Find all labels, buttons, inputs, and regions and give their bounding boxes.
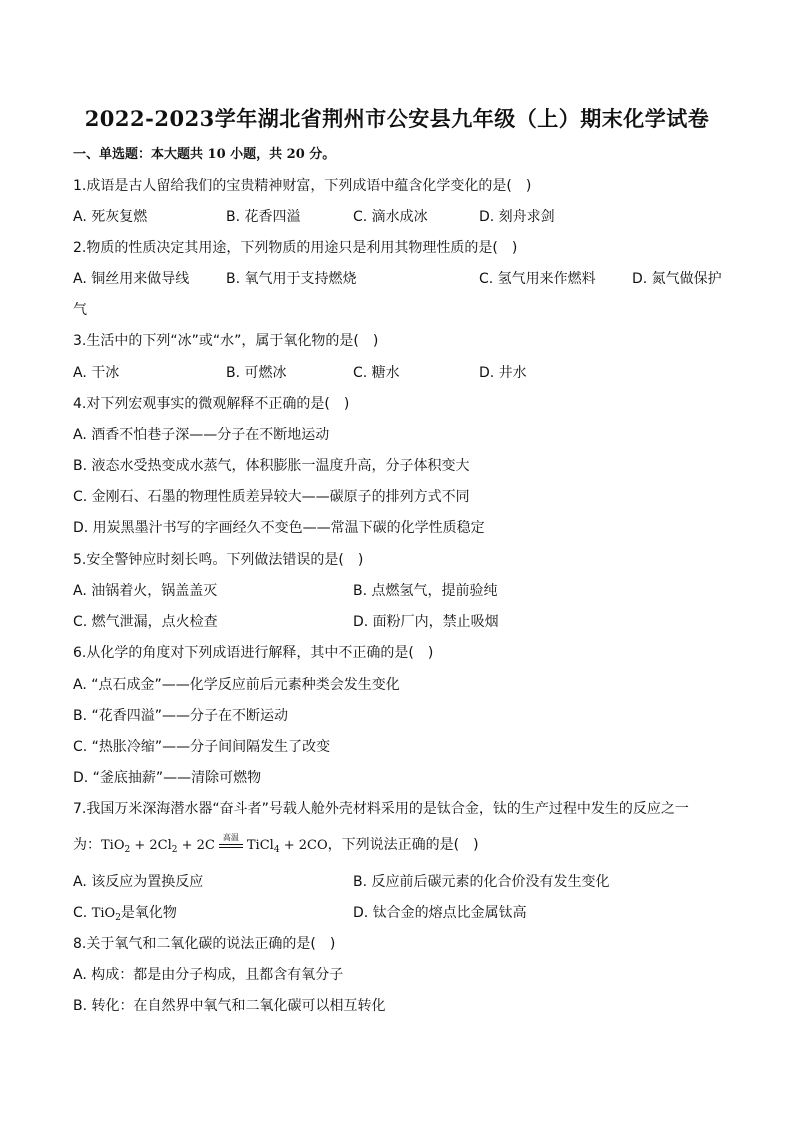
q5-option-b: B. 点燃氢气，提前验纯 [353,583,498,599]
question-3-stem: 3.生活中的下列“冰”或“水”，属于氧化物的是( ) [73,333,379,349]
q5-option-d: D. 面粉厂内，禁止吸烟 [353,614,499,630]
q6-option-c: C. “热胀冷缩”——分子间间隔发生了改变 [73,739,331,755]
q3-option-c: C. 糖水 [353,365,400,381]
q1-option-a: A. 死灰复燃 [73,209,148,225]
q3-option-b: B. 可燃冰 [226,365,287,381]
question-5-stem: 5.安全警钟应时刻长鸣。下列做法错误的是( ) [73,552,364,568]
reaction-condition: 高温 [218,837,244,851]
q7-option-c: C. TiO$_2$是氧化物 [73,905,177,923]
q5-option-c: C. 燃气泄漏，点火检查 [73,614,218,630]
q4-option-a: A. 酒香不怕巷子深——分子在不断地运动 [73,427,330,443]
q2-option-d: D. 氮气做保护 [632,271,722,287]
q7-option-b: B. 反应前后碳元素的化合价没有发生变化 [353,874,610,890]
q2-option-c: C. 氢气用来作燃料 [479,271,596,287]
q1-option-d: D. 刻舟求剑 [479,209,555,225]
question-6-stem: 6.从化学的角度对下列成语进行解释，其中不正确的是( ) [73,645,434,661]
question-4-stem: 4.对下列宏观事实的微观解释不正确的是( ) [73,396,350,412]
q4-option-b: B. 液态水受热变成水蒸气，体积膨胀一温度升高，分子体积变大 [73,458,470,474]
q2-option-a: A. 铜丝用来做导线 [73,271,190,287]
q6-option-d: D. “釜底抽薪”——清除可燃物 [73,770,262,786]
q1-option-c: C. 滴水成冰 [353,209,428,225]
q4-option-c: C. 金刚石、石墨的物理性质差异较大——碳原子的排列方式不同 [73,489,470,505]
q7-suffix: ，下列说法正确的是( ) [327,837,479,853]
chemical-equation: $TiO_2 + 2Cl_2 + 2C$ 高温 TiCl$_4$ + 2CO [101,833,328,855]
q6-option-a: A. “点石成金”——化学反应前后元素种类会发生变化 [73,677,400,693]
question-1-stem: 1.成语是古人留给我们的宝贵精神财富，下列成语中蕴含化学变化的是( ) [73,178,532,194]
q2-option-b: B. 氧气用于支持燃烧 [226,271,357,287]
question-7-stem-line1: 7.我国万米深海潜水器“奋斗者”号载人舱外壳材料采用的是钛合金，钛的生产过程中发生的反应之一 [73,801,689,817]
question-2-stem: 2.物质的性质决定其用途，下列物质的用途只是利用其物理性质的是( ) [73,240,518,256]
exam-title: 2022-2023学年湖北省荆州市公安县九年级（上）期末化学试卷 [84,106,710,131]
q2-option-d-continued: 气 [73,302,87,318]
q7-prefix: 为： [73,837,101,853]
q1-option-b: B. 花香四溢 [226,209,301,225]
q7-option-a: A. 该反应为置换反应 [73,874,204,890]
q5-option-a: A. 油锅着火，锅盖盖灭 [73,583,218,599]
section-heading: 一、单选题：本大题共 10 小题，共 20 分。 [73,147,336,162]
q8-option-b: B. 转化：在自然界中氧气和二氧化碳可以相互转化 [73,998,386,1014]
q6-option-b: B. “花香四溢”——分子在不断运动 [73,708,289,724]
q4-option-d: D. 用炭黑墨汁书写的字画经久不变色——常温下碳的化学性质稳定 [73,520,485,536]
q7-option-d: D. 钛合金的熔点比金属钛高 [353,905,527,921]
question-8-stem: 8.关于氧气和二氧化碳的说法正确的是( ) [73,936,336,952]
q8-option-a: A. 构成：都是由分子构成，且都含有氧分子 [73,967,344,983]
q3-option-a: A. 干冰 [73,365,120,381]
q3-option-d: D. 井水 [479,365,527,381]
question-7-stem-line2 [73,833,479,855]
